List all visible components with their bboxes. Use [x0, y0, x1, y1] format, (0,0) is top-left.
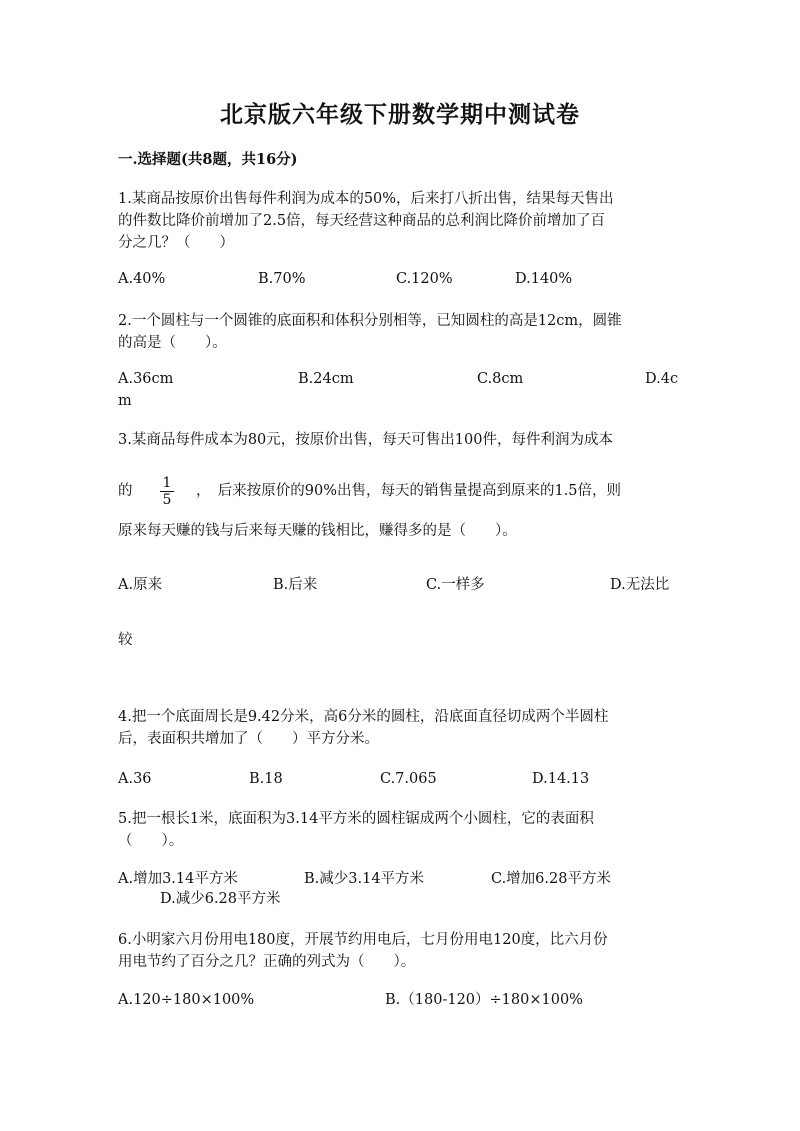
option-wrap-text: m: [118, 393, 132, 409]
option-wrap-text: 较: [118, 632, 133, 648]
question-text: 1.某商品按原价出售每件利润为成本的50%，后来打八折出售，结果每天售出 的件数比降价前增加了2.5倍，每天经营这种商品的总利润比降价前增加了百 分之几？（ ）: [118, 191, 614, 251]
option-c[interactable]: C.增加6.28平方米: [491, 871, 611, 887]
question-text-line2: 的: [118, 483, 133, 499]
option-d[interactable]: D.无法比: [610, 577, 670, 593]
section-heading: 一.选择题(共8题，共16分): [118, 151, 298, 168]
option-c[interactable]: C.7.065: [380, 771, 437, 787]
option-a[interactable]: A.原来: [118, 577, 163, 593]
question-options: [118, 768, 678, 790]
question-text: 5.把一根长1米，底面积为3.14平方米的圆柱锯成两个小圆柱，它的表面积 （ ）。: [118, 811, 594, 849]
question-text: 6.小明家六月份用电180度，开展节约用电后，七月份用电120度，比六月份 用电节约了百分之几？正确的列式为（ ）。: [118, 932, 608, 970]
option-d[interactable]: D.4c: [645, 371, 679, 387]
question-text-line3: 原来每天赚的钱与后来每天赚的钱相比，赚得多的是（ ）。: [118, 523, 517, 539]
option-a[interactable]: A.增加3.14平方米: [118, 871, 238, 887]
question-options: [118, 268, 678, 290]
option-a[interactable]: A.36: [118, 771, 152, 787]
option-b[interactable]: B.后来: [273, 577, 318, 593]
fraction-one-fifth: $\frac{1}{5}$: [160, 475, 174, 508]
question-options: [118, 989, 678, 1011]
question-options-row2: [118, 888, 678, 910]
option-c[interactable]: C.8cm: [477, 371, 524, 387]
option-b[interactable]: B.70%: [258, 271, 306, 287]
question-text: 4.把一个底面周长是9.42分米，高6分米的圆柱，沿底面直径切成两个半圆柱 后，表面积共增加了（ ）平方分米。: [118, 709, 609, 747]
option-d[interactable]: D.140%: [515, 271, 573, 287]
page-title: 北京版六年级下册数学期中测试卷: [220, 101, 580, 128]
question-text-line1: 3.某商品每件成本为80元，按原价出售，每天可售出100件，每件利润为成本: [118, 432, 613, 448]
question-text-line2-rest: ， 后来按原价的90%出售，每天的销售量提高到原来的1.5倍，则: [196, 483, 622, 499]
option-a[interactable]: A.40%: [118, 271, 166, 287]
option-d[interactable]: D.14.13: [532, 771, 590, 787]
option-d[interactable]: D.减少6.28平方米: [160, 891, 281, 907]
option-a[interactable]: A.120÷180×100%: [118, 992, 255, 1008]
option-c[interactable]: C.120%: [396, 271, 453, 287]
option-b[interactable]: B.（180-120）÷180×100%: [385, 992, 583, 1008]
question-options: [118, 574, 678, 596]
option-c[interactable]: C.一样多: [426, 577, 485, 593]
option-a[interactable]: A.36cm: [118, 371, 174, 387]
option-b[interactable]: B.24cm: [298, 371, 354, 387]
question-options-row1: [118, 868, 678, 890]
question-options: [118, 368, 678, 390]
question-text: 2.一个圆柱与一个圆锥的底面积和体积分别相等，已知圆柱的高是12cm，圆锥 的高是（ ）。: [118, 313, 622, 351]
option-b[interactable]: B.18: [249, 771, 283, 787]
option-b[interactable]: B.减少3.14平方米: [304, 871, 425, 887]
